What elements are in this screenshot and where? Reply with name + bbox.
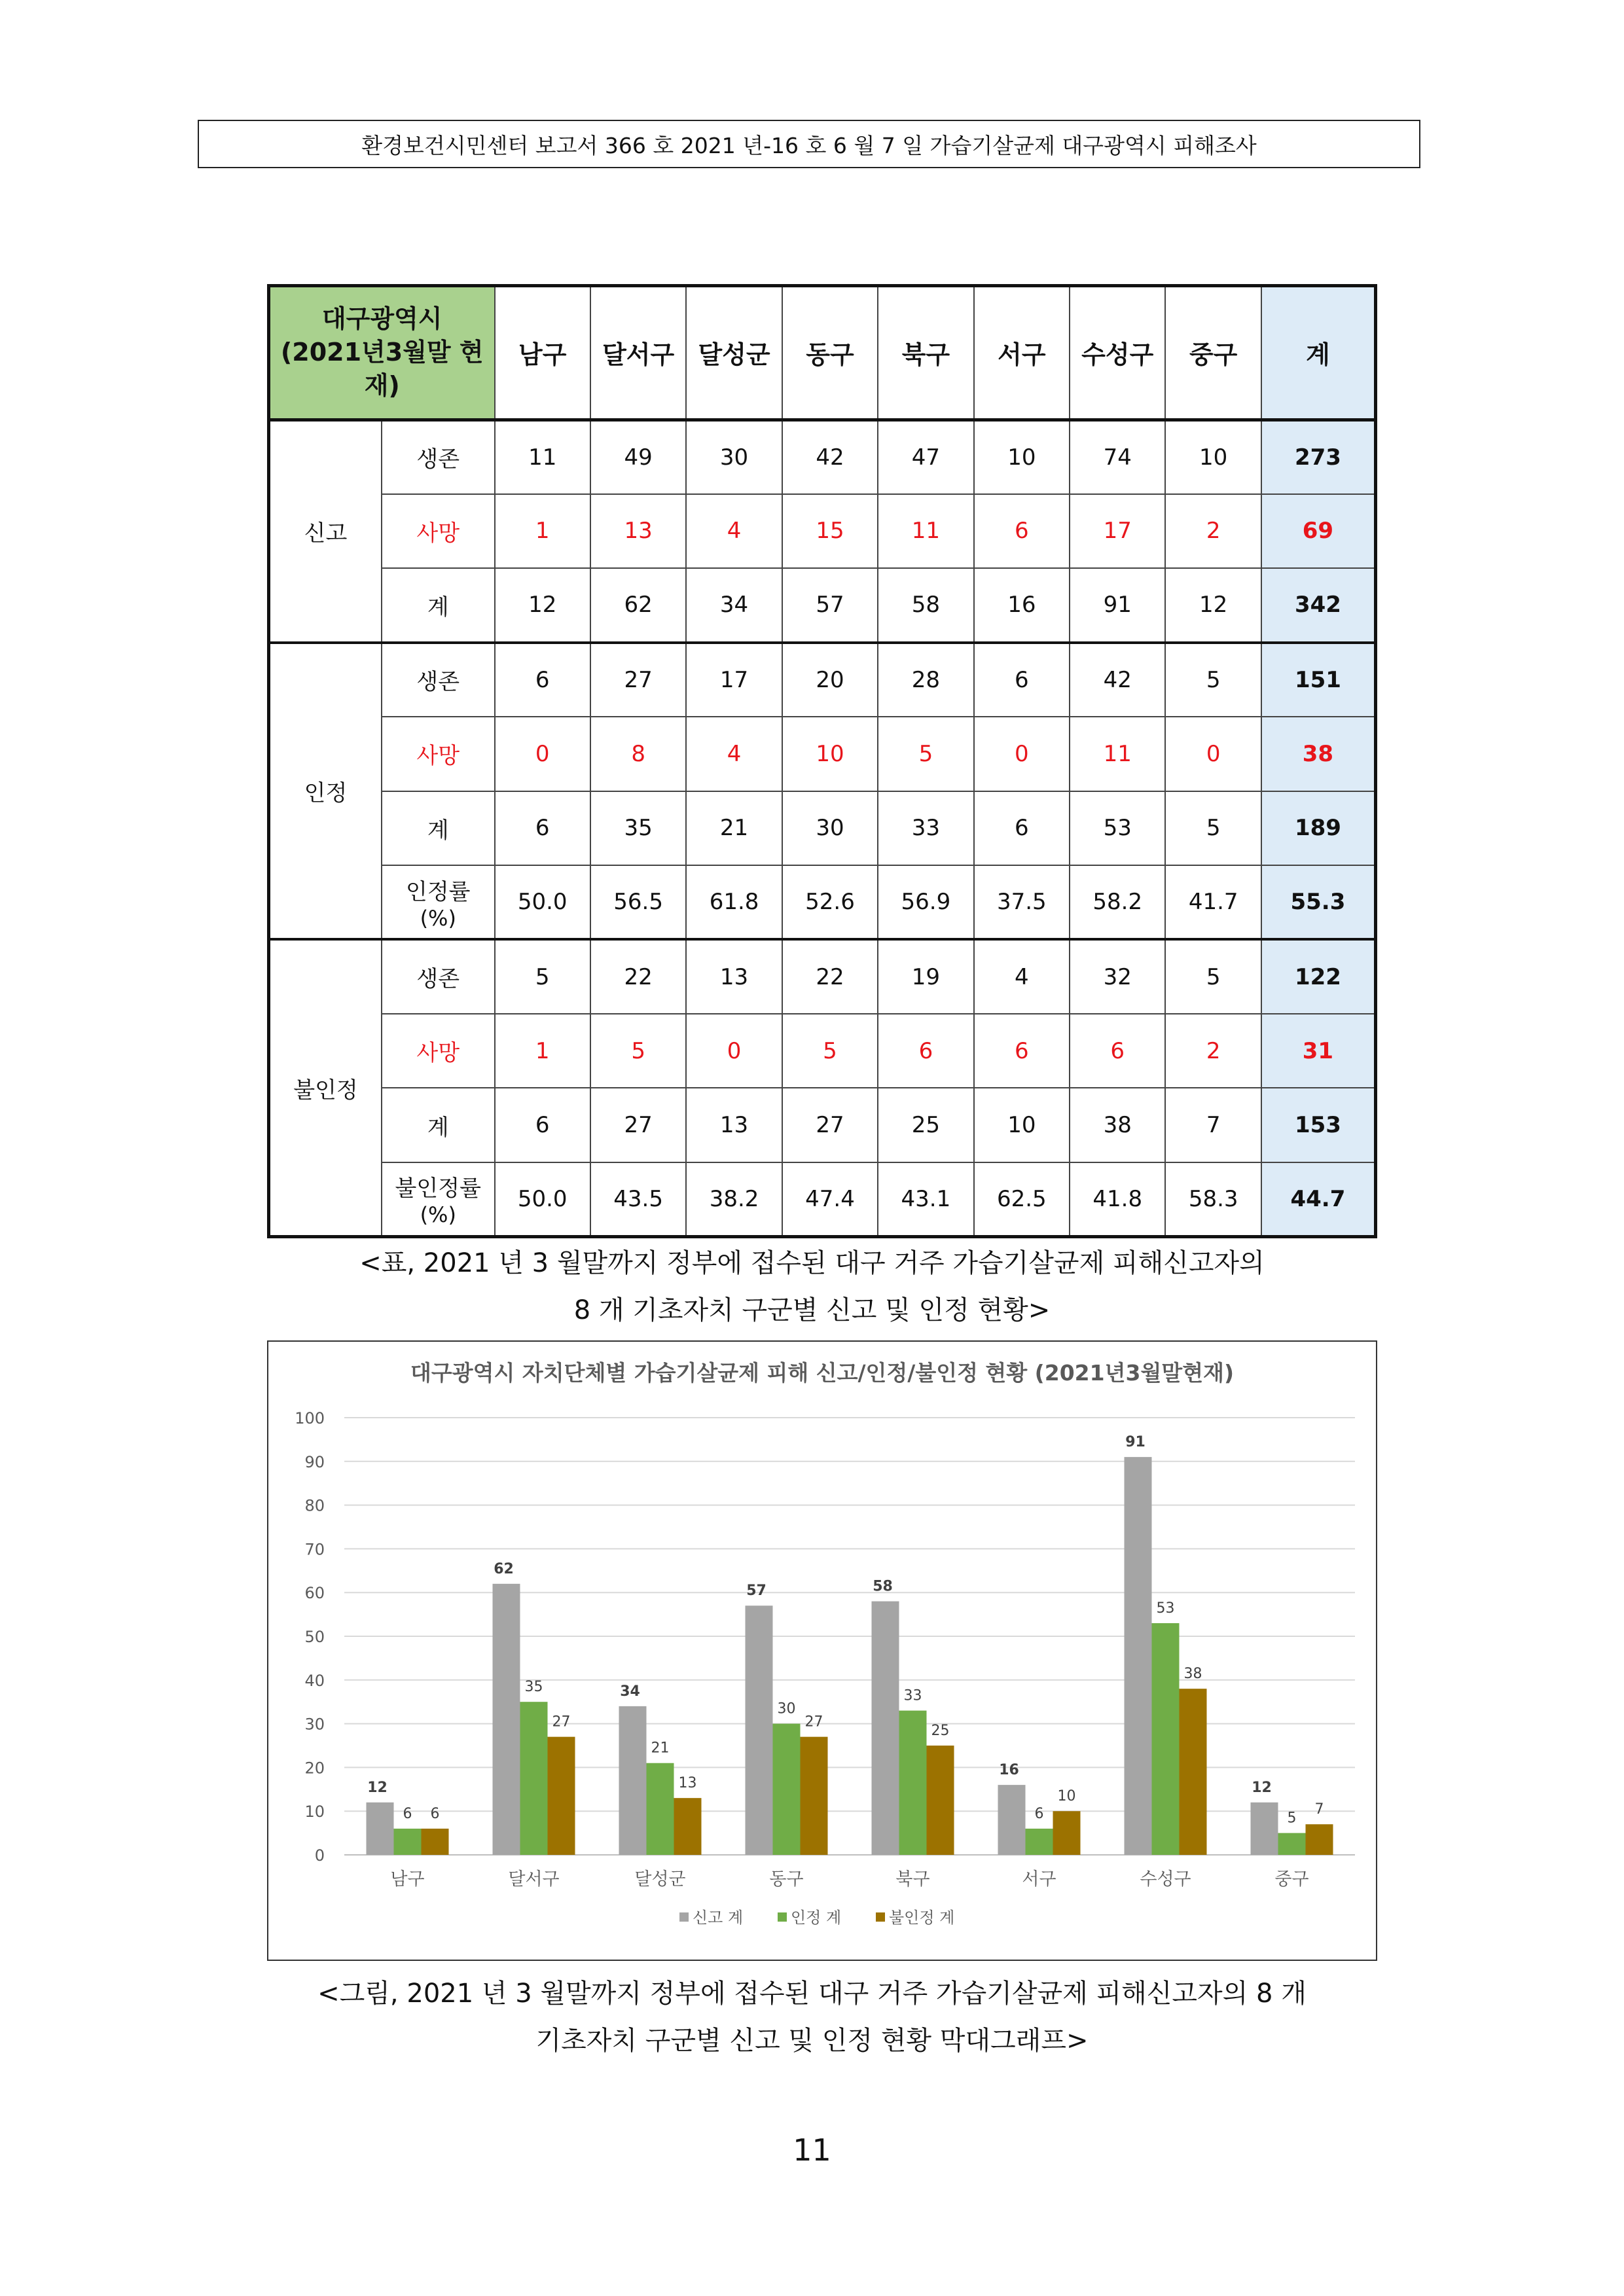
table-cell: 42: [1070, 643, 1165, 717]
table-cell-total: 38: [1261, 717, 1376, 791]
table-cell: 58: [878, 568, 973, 642]
table-caption: [0, 1240, 1624, 1334]
column-header: 북구: [878, 286, 973, 420]
table-cell: 43.1: [878, 1162, 973, 1237]
table-cell: 41.8: [1070, 1162, 1165, 1237]
table-cell: 30: [782, 791, 878, 865]
row-label-text: 사망: [416, 520, 460, 547]
bar: [1180, 1689, 1207, 1855]
legend-swatch: [778, 1912, 787, 1922]
table-row: [269, 494, 1376, 568]
row-label-text: 사망: [416, 1040, 460, 1067]
x-tick-label: 수성구: [1140, 1869, 1191, 1890]
y-tick-label: 30: [304, 1715, 325, 1734]
table-cell: 6: [878, 1014, 973, 1088]
table-cell-total: 153: [1261, 1088, 1376, 1162]
column-header: 달성군: [686, 286, 782, 420]
bar: [1026, 1829, 1053, 1855]
table-cell: 6: [495, 643, 590, 717]
table-cell: 6: [495, 1088, 590, 1162]
group-label: 불인정: [269, 939, 382, 1236]
table-cell: 12: [495, 568, 590, 642]
table-cell-total: 273: [1261, 420, 1376, 493]
legend-label: 불인정 계: [889, 1909, 955, 1927]
row-label: [382, 1014, 495, 1088]
data-label: 10: [1057, 1788, 1076, 1805]
bar: [520, 1702, 548, 1855]
table-cell: 56.9: [878, 865, 973, 939]
table-cell: 11: [495, 420, 590, 493]
table-cell: 57: [782, 568, 878, 642]
table-row: [269, 643, 1376, 717]
table-cell: 34: [686, 568, 782, 642]
chart-caption-line2: 기초자치 구군별 신고 및 인정 현황 막대그래프>: [535, 2026, 1089, 2056]
table-cell: 12: [1165, 568, 1261, 642]
chart-title: 대구광역시 자치단체별 가습기살균제 피해 신고/인정/불인정 현황 (2021년3월말현재): [410, 1360, 1235, 1386]
table-cell: 47: [878, 420, 973, 493]
data-label: 35: [524, 1679, 543, 1696]
data-label: 16: [999, 1762, 1019, 1779]
table-cell: 0: [686, 1014, 782, 1088]
x-tick-label: 남구: [390, 1869, 425, 1890]
legend-label: 신고 계: [693, 1909, 744, 1927]
data-label: 27: [804, 1713, 823, 1731]
report-header: [198, 120, 1420, 168]
x-tick-label: 서구: [1022, 1869, 1056, 1890]
data-label: 13: [678, 1775, 697, 1792]
table-cell: 10: [974, 1088, 1070, 1162]
y-tick-label: 50: [304, 1628, 325, 1646]
column-header: 달서구: [590, 286, 686, 420]
table-cell: 10: [1165, 420, 1261, 493]
bar: [1053, 1811, 1081, 1855]
row-label-text: 생존: [416, 966, 460, 993]
row-label-text: 인정률: [405, 878, 471, 905]
table-cell: 61.8: [686, 865, 782, 939]
table-cell: 47.4: [782, 1162, 878, 1237]
table-cell: 4: [686, 717, 782, 791]
table-cell: 50.0: [495, 1162, 590, 1237]
bar: [394, 1829, 422, 1855]
table-cell: 8: [590, 717, 686, 791]
table-row: [269, 1162, 1376, 1237]
table-cell: 11: [878, 494, 973, 568]
data-label: 6: [430, 1805, 440, 1822]
x-tick-label: 달성군: [634, 1869, 686, 1890]
table-cell-total: 122: [1261, 939, 1376, 1013]
table-corner-header: [269, 286, 495, 420]
table-cell: 22: [590, 939, 686, 1013]
table-row: [269, 568, 1376, 642]
table-cell: 35: [590, 791, 686, 865]
row-label: [382, 494, 495, 568]
data-label: 53: [1156, 1600, 1175, 1617]
table-cell: 6: [495, 791, 590, 865]
table-cell: 17: [1070, 494, 1165, 568]
table-row: [269, 1088, 1376, 1162]
table-cell: 0: [974, 717, 1070, 791]
table-caption-line2: 8 개 기초자치 구군별 신고 및 인정 현황>: [573, 1295, 1051, 1325]
data-label: 12: [367, 1779, 388, 1796]
table-cell: 5: [1165, 939, 1261, 1013]
table-cell: 56.5: [590, 865, 686, 939]
table-row: [269, 420, 1376, 493]
table-cell-total: 189: [1261, 791, 1376, 865]
table-cell-total: 55.3: [1261, 865, 1376, 939]
bar: [746, 1605, 773, 1855]
bar: [998, 1785, 1026, 1855]
table-cell: 50.0: [495, 865, 590, 939]
row-label: [382, 1088, 495, 1162]
table-cell: 5: [590, 1014, 686, 1088]
corner-title: 대구광역시: [321, 304, 442, 333]
table-cell-total: 151: [1261, 643, 1376, 717]
bar: [647, 1763, 674, 1855]
y-tick-label: 70: [304, 1540, 325, 1559]
table-cell: 7: [1165, 1088, 1261, 1162]
x-tick-label: 동구: [769, 1869, 804, 1890]
row-label: [382, 865, 495, 939]
row-label: [382, 791, 495, 865]
bar: [1278, 1833, 1306, 1855]
table-cell: 58.3: [1165, 1162, 1261, 1237]
row-label-text: 불인정률: [395, 1175, 481, 1202]
table-cell: 32: [1070, 939, 1165, 1013]
table-cell: 5: [495, 939, 590, 1013]
bar: [1306, 1824, 1333, 1855]
table-cell: 43.5: [590, 1162, 686, 1237]
table-cell: 21: [686, 791, 782, 865]
table-cell: 13: [686, 939, 782, 1013]
group-label: 신고: [269, 420, 382, 642]
table-cell: 0: [495, 717, 590, 791]
table-cell: 13: [590, 494, 686, 568]
y-tick-label: 40: [304, 1671, 325, 1690]
data-label: 7: [1314, 1801, 1324, 1818]
table-row: [269, 717, 1376, 791]
row-label-text: 사망: [416, 743, 460, 770]
table-cell: 28: [878, 643, 973, 717]
table-cell: 13: [686, 1088, 782, 1162]
bar: [422, 1829, 449, 1855]
data-label: 91: [1125, 1434, 1146, 1451]
x-tick-label: 달서구: [508, 1869, 560, 1890]
table-cell: 6: [1070, 1014, 1165, 1088]
y-tick-label: 0: [314, 1846, 325, 1865]
column-header: 중구: [1165, 286, 1261, 420]
report-header-text: 환경보건시민센터 보고서 366 호 2021 년-16 호 6 월 7 일 가습기살균제 대구광역시 피해조사: [361, 132, 1257, 158]
table-cell: 5: [878, 717, 973, 791]
table-cell: 62: [590, 568, 686, 642]
table-cell: 6: [974, 791, 1070, 865]
column-header: 남구: [495, 286, 590, 420]
corner-date: (2021년3월말 현재): [280, 338, 484, 401]
data-label: 27: [552, 1713, 571, 1731]
x-tick-label: 중구: [1274, 1869, 1309, 1890]
table-cell: 20: [782, 643, 878, 717]
table-cell: 42: [782, 420, 878, 493]
data-label: 25: [931, 1723, 950, 1739]
table-row: [269, 1014, 1376, 1088]
table-cell: 2: [1165, 1014, 1261, 1088]
table-cell: 38: [1070, 1088, 1165, 1162]
table-cell: 1: [495, 494, 590, 568]
table-cell-total: 44.7: [1261, 1162, 1376, 1237]
table-cell: 27: [782, 1088, 878, 1162]
table-row: [269, 791, 1376, 865]
table-cell: 52.6: [782, 865, 878, 939]
table-cell: 53: [1070, 791, 1165, 865]
data-label: 30: [777, 1700, 796, 1717]
bar: [1152, 1623, 1180, 1855]
row-label-unit: (%): [420, 1202, 456, 1228]
table-cell: 91: [1070, 568, 1165, 642]
bar: [899, 1711, 927, 1855]
legend-swatch: [679, 1912, 689, 1922]
column-header: 동구: [782, 286, 878, 420]
data-label: 33: [903, 1687, 922, 1704]
table-cell: 58.2: [1070, 865, 1165, 939]
bar: [872, 1602, 899, 1855]
bar: [801, 1737, 828, 1855]
table-cell: 74: [1070, 420, 1165, 493]
bar: [367, 1803, 394, 1855]
table-caption-line1: <표, 2021 년 3 월말까지 정부에 접수된 대구 거주 가습기살균제 피해신고자의: [359, 1248, 1265, 1278]
data-label: 62: [494, 1560, 514, 1577]
data-label: 34: [620, 1683, 640, 1700]
table-cell: 27: [590, 1088, 686, 1162]
group-label: 인정: [269, 643, 382, 940]
data-label: 6: [1034, 1805, 1044, 1822]
bar: [493, 1584, 520, 1855]
table-cell: 2: [1165, 494, 1261, 568]
table-cell: 27: [590, 643, 686, 717]
column-header: 서구: [974, 286, 1070, 420]
bar: [1125, 1457, 1152, 1855]
table-cell: 10: [974, 420, 1070, 493]
row-label-text: 계: [427, 817, 449, 844]
table-row: [269, 865, 1376, 939]
table-cell: 1: [495, 1014, 590, 1088]
row-label: [382, 1162, 495, 1237]
bar: [1251, 1803, 1278, 1855]
bar: [548, 1737, 575, 1855]
table-cell: 6: [974, 494, 1070, 568]
data-label: 38: [1183, 1666, 1202, 1683]
row-label-text: 계: [427, 1114, 449, 1141]
y-tick-label: 90: [304, 1452, 325, 1471]
row-label-text: 계: [427, 594, 449, 620]
table-cell-total: 31: [1261, 1014, 1376, 1088]
bar-chart: [267, 1340, 1377, 1961]
row-label: [382, 568, 495, 642]
data-label: 21: [651, 1740, 670, 1757]
table-cell: 30: [686, 420, 782, 493]
column-header: 수성구: [1070, 286, 1165, 420]
table-cell: 41.7: [1165, 865, 1261, 939]
table-cell-total: 69: [1261, 494, 1376, 568]
table-row: [269, 939, 1376, 1013]
bar: [927, 1746, 954, 1855]
bar: [619, 1706, 647, 1855]
y-tick-label: 60: [304, 1584, 325, 1603]
table-cell: 5: [782, 1014, 878, 1088]
table-cell: 11: [1070, 717, 1165, 791]
table-cell: 4: [686, 494, 782, 568]
row-label-unit: (%): [420, 905, 456, 931]
table-cell: 5: [1165, 643, 1261, 717]
table-cell: 15: [782, 494, 878, 568]
table-cell: 25: [878, 1088, 973, 1162]
table-cell: 62.5: [974, 1162, 1070, 1237]
chart-caption: [0, 1970, 1624, 2064]
table-cell: 10: [782, 717, 878, 791]
bar: [674, 1798, 702, 1855]
row-label: [382, 717, 495, 791]
table-cell-total: 342: [1261, 568, 1376, 642]
table-cell: 6: [974, 643, 1070, 717]
y-tick-label: 20: [304, 1759, 325, 1778]
table-cell: 17: [686, 643, 782, 717]
data-label: 6: [403, 1805, 412, 1822]
table-cell: 0: [1165, 717, 1261, 791]
page-number: 11: [793, 2132, 831, 2168]
table-cell: 38.2: [686, 1162, 782, 1237]
row-label: [382, 939, 495, 1013]
table-cell: 5: [1165, 791, 1261, 865]
y-tick-label: 80: [304, 1496, 325, 1515]
column-header-total: 계: [1261, 286, 1376, 420]
chart-caption-line1: <그림, 2021 년 3 월말까지 정부에 접수된 대구 거주 가습기살균제 피해신고자의 8 개: [317, 1979, 1307, 2009]
row-label-text: 생존: [416, 446, 460, 473]
y-tick-label: 100: [295, 1409, 325, 1427]
data-label: 5: [1287, 1810, 1297, 1827]
row-label: [382, 420, 495, 493]
x-tick-label: 북구: [895, 1869, 930, 1890]
table-cell: 16: [974, 568, 1070, 642]
bar: [773, 1724, 801, 1855]
row-label-text: 생존: [416, 669, 460, 696]
table-cell: 19: [878, 939, 973, 1013]
chart-plot: [268, 1342, 1376, 1960]
data-label: 57: [746, 1583, 767, 1600]
table-cell: 49: [590, 420, 686, 493]
table-cell: 33: [878, 791, 973, 865]
row-label: [382, 643, 495, 717]
data-label: 12: [1252, 1779, 1272, 1796]
legend-swatch: [876, 1912, 885, 1922]
table-cell: 22: [782, 939, 878, 1013]
y-tick-label: 10: [304, 1803, 325, 1821]
table-cell: 37.5: [974, 865, 1070, 939]
data-label: 58: [873, 1578, 893, 1595]
table-cell: 4: [974, 939, 1070, 1013]
damage-status-table: [267, 284, 1377, 1238]
legend-label: 인정 계: [791, 1909, 842, 1927]
table-cell: 6: [974, 1014, 1070, 1088]
